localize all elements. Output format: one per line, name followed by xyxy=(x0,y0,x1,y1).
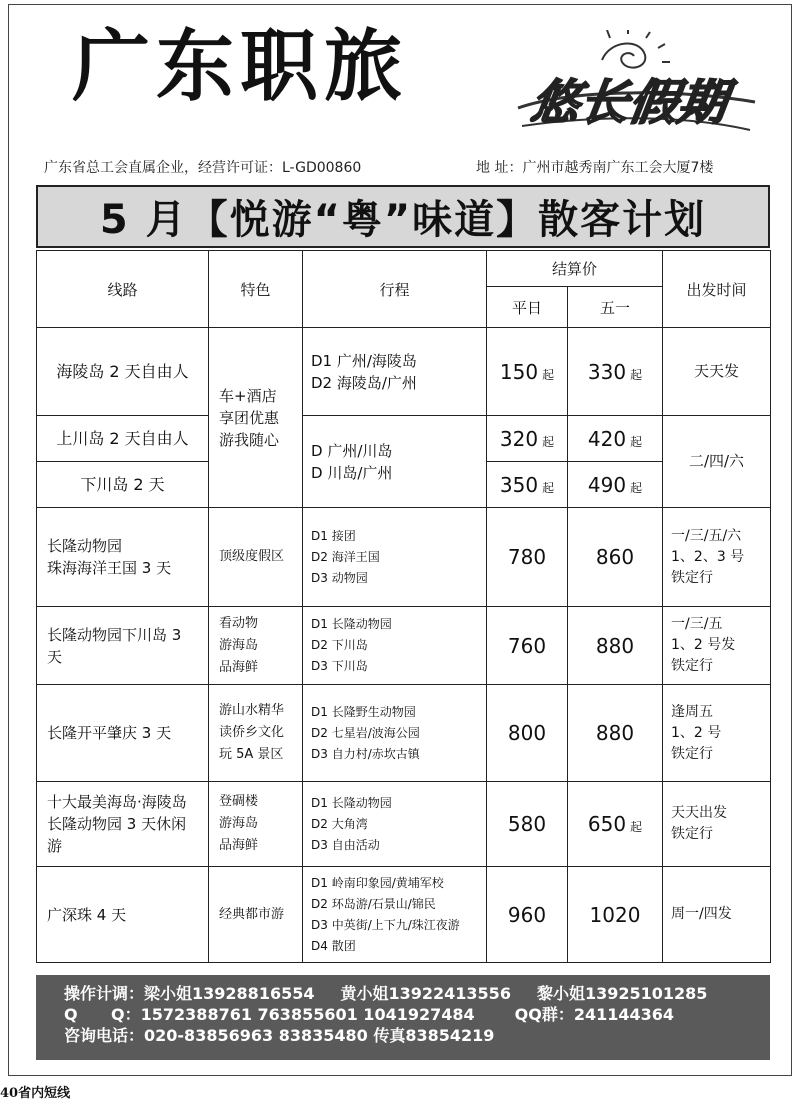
price-weekday: 320 起 xyxy=(487,416,568,462)
header-mayday: 五一 xyxy=(568,287,663,328)
price-mayday: 490 起 xyxy=(568,462,663,508)
header-weekday: 平日 xyxy=(487,287,568,328)
header-departure: 出发时间 xyxy=(663,251,771,328)
route-cell: 上川岛 2 天自由人 xyxy=(37,416,209,462)
price-weekday: 780 xyxy=(487,508,568,607)
route-cell: 十大最美海岛·海陵岛 长隆动物园 3 天休闲 游 xyxy=(37,782,209,867)
qq-contacts: Q Q：1572388761 763855601 1041927484 QQ群：241144364 xyxy=(64,1005,675,1024)
feature-cell: 经典都市游 xyxy=(209,867,303,963)
price-weekday: 150 起 xyxy=(487,328,568,416)
route-cell: 长隆动物园下川岛 3 天 xyxy=(37,607,209,685)
departure-cell: 二/四/六 xyxy=(663,416,771,508)
departure-cell: 天天出发 铁定行 xyxy=(663,782,771,867)
header-itinerary: 行程 xyxy=(303,251,487,328)
table-row xyxy=(37,416,771,462)
price-weekday: 350 起 xyxy=(487,462,568,508)
route-cell: 长隆开平肇庆 3 天 xyxy=(37,685,209,782)
header-route: 线路 xyxy=(37,251,209,328)
itinerary-cell: D1 接团 D2 海洋王国 D3 动物园 xyxy=(303,508,487,607)
route-cell: 广深珠 4 天 xyxy=(37,867,209,963)
price-weekday: 800 xyxy=(487,685,568,782)
table-row xyxy=(37,685,771,782)
itinerary-cell: D1 岭南印象园/黄埔军校 D2 环岛游/石景山/锦民 D3 中英街/上下九/珠江夜游 D4 散团 xyxy=(303,867,487,963)
tour-plan-table xyxy=(36,250,771,963)
feature-cell: 看动物 游海岛 品海鲜 xyxy=(209,607,303,685)
itinerary-cell: D1 广州/海陵岛 D2 海陵岛/广州 xyxy=(303,328,487,416)
plan-title: 5 月【悦游“粤”味道】散客计划 xyxy=(99,197,707,243)
departure-cell: 一/三/五/六 1、2、3 号 铁定行 xyxy=(663,508,771,607)
price-mayday: 860 xyxy=(568,508,663,607)
feature-cell: 顶级度假区 xyxy=(209,508,303,607)
logo-text: 悠长假期 xyxy=(527,75,732,131)
contact-footer xyxy=(36,975,770,1060)
departure-cell: 一/三/五 1、2 号发 铁定行 xyxy=(663,607,771,685)
price-weekday: 960 xyxy=(487,867,568,963)
feature-cell: 游山水精华 读侨乡文化 玩 5A 景区 xyxy=(209,685,303,782)
table-row xyxy=(37,607,771,685)
route-cell: 下川岛 2 天 xyxy=(37,462,209,508)
price-mayday: 880 xyxy=(568,685,663,782)
feature-cell: 登碉楼 游海岛 品海鲜 xyxy=(209,782,303,867)
header-price: 结算价 xyxy=(487,251,663,287)
table-row xyxy=(37,867,771,963)
table-row xyxy=(37,328,771,416)
route-cell: 海陵岛 2 天自由人 xyxy=(37,328,209,416)
price-weekday: 760 xyxy=(487,607,568,685)
header-feature: 特色 xyxy=(209,251,303,328)
itinerary-cell: D 广州/川岛 D 川岛/广州 xyxy=(303,416,487,508)
departure-cell: 逢周五 1、2 号 铁定行 xyxy=(663,685,771,782)
price-weekday: 580 xyxy=(487,782,568,867)
logo xyxy=(510,30,760,150)
feature-cell: 车+酒店 享团优惠 游我随心 xyxy=(209,328,303,508)
brand-title: 广东职旅 xyxy=(72,22,409,112)
itinerary-cell: D1 长隆动物园 D2 大角湾 D3 自由活动 xyxy=(303,782,487,867)
ops-contacts: 操作计调：梁小姐13928816554 黄小姐13922413556 黎小姐13925101285 xyxy=(64,984,708,1003)
table-row xyxy=(37,508,771,607)
route-cell: 长隆动物园 珠海海洋王国 3 天 xyxy=(37,508,209,607)
price-mayday: 330 起 xyxy=(568,328,663,416)
price-mayday: 650 起 xyxy=(568,782,663,867)
price-mayday: 880 xyxy=(568,607,663,685)
itinerary-cell: D1 长隆动物园 D2 下川岛 D3 下川岛 xyxy=(303,607,487,685)
company-info: 广东省总工会直属企业，经营许可证：L-GD00860 xyxy=(44,160,362,176)
itinerary-cell: D1 长隆野生动物园 D2 七星岩/波海公园 D3 自力村/赤坎古镇 xyxy=(303,685,487,782)
price-mayday: 420 起 xyxy=(568,416,663,462)
departure-cell: 天天发 xyxy=(663,328,771,416)
table-row xyxy=(37,782,771,867)
plan-title-bar xyxy=(36,185,770,248)
price-mayday: 1020 xyxy=(568,867,663,963)
consult-phones: 咨询电话：020-83856963 83835480 传真83854219 xyxy=(64,1026,495,1045)
page-label: 40省内短线 xyxy=(0,1086,71,1100)
company-address: 地 址：广州市越秀南广东工会大厦7楼 xyxy=(476,160,714,176)
departure-cell: 周一/四发 xyxy=(663,867,771,963)
